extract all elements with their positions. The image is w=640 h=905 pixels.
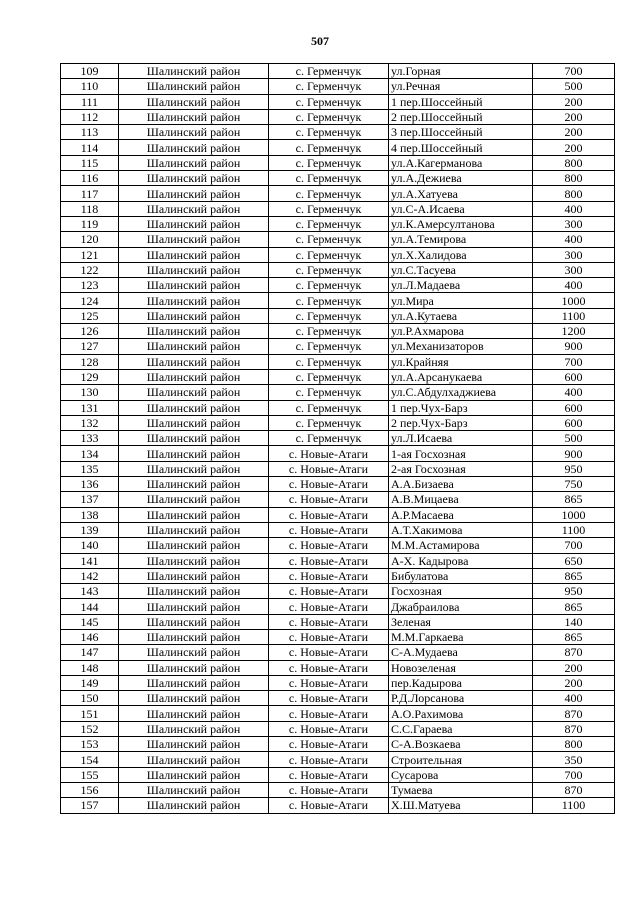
village-cell: с. Новые-Атаги	[269, 477, 389, 492]
row-number-cell: 157	[61, 798, 119, 813]
length-cell: 870	[533, 721, 615, 736]
table-row	[61, 140, 615, 155]
length-cell: 700	[533, 767, 615, 782]
street-cell: ул.Х.Халидова	[389, 247, 533, 262]
village-cell: с. Новые-Атаги	[269, 568, 389, 583]
table-row	[61, 64, 615, 79]
street-cell: ул.С-А.Исаева	[389, 201, 533, 216]
district-cell: Шалинский район	[119, 109, 269, 124]
roads-table-container	[60, 63, 615, 814]
length-cell: 800	[533, 737, 615, 752]
table-row	[61, 186, 615, 201]
village-cell: с. Новые-Атаги	[269, 798, 389, 813]
table-row	[61, 446, 615, 461]
village-cell: с. Новые-Атаги	[269, 782, 389, 797]
length-cell: 400	[533, 232, 615, 247]
village-cell: с. Герменчук	[269, 400, 389, 415]
district-cell: Шалинский район	[119, 171, 269, 186]
village-cell: с. Герменчук	[269, 186, 389, 201]
row-number-cell: 137	[61, 492, 119, 507]
table-row	[61, 691, 615, 706]
street-cell: 1 пер.Чух-Барз	[389, 400, 533, 415]
village-cell: с. Новые-Атаги	[269, 553, 389, 568]
street-cell: Сусарова	[389, 767, 533, 782]
village-cell: с. Герменчук	[269, 415, 389, 430]
length-cell: 1000	[533, 293, 615, 308]
length-cell: 200	[533, 675, 615, 690]
district-cell: Шалинский район	[119, 614, 269, 629]
district-cell: Шалинский район	[119, 782, 269, 797]
table-row	[61, 262, 615, 277]
row-number-cell: 125	[61, 308, 119, 323]
village-cell: с. Новые-Атаги	[269, 446, 389, 461]
table-row	[61, 737, 615, 752]
street-cell: 2 пер.Чух-Барз	[389, 415, 533, 430]
length-cell: 650	[533, 553, 615, 568]
row-number-cell: 142	[61, 568, 119, 583]
table-row	[61, 354, 615, 369]
street-cell: Новозеленая	[389, 660, 533, 675]
street-cell: ул.А.Дежиева	[389, 171, 533, 186]
row-number-cell: 122	[61, 262, 119, 277]
length-cell: 200	[533, 125, 615, 140]
table-row	[61, 308, 615, 323]
village-cell: с. Герменчук	[269, 308, 389, 323]
village-cell: с. Герменчук	[269, 140, 389, 155]
district-cell: Шалинский район	[119, 308, 269, 323]
table-row	[61, 339, 615, 354]
street-cell: 1-ая Госхозная	[389, 446, 533, 461]
length-cell: 700	[533, 64, 615, 79]
district-cell: Шалинский район	[119, 94, 269, 109]
row-number-cell: 151	[61, 706, 119, 721]
table-row	[61, 538, 615, 553]
table-row	[61, 599, 615, 614]
length-cell: 350	[533, 752, 615, 767]
district-cell: Шалинский район	[119, 278, 269, 293]
district-cell: Шалинский район	[119, 691, 269, 706]
village-cell: с. Герменчук	[269, 262, 389, 277]
row-number-cell: 112	[61, 109, 119, 124]
row-number-cell: 123	[61, 278, 119, 293]
length-cell: 300	[533, 262, 615, 277]
village-cell: с. Новые-Атаги	[269, 629, 389, 644]
district-cell: Шалинский район	[119, 446, 269, 461]
table-row	[61, 752, 615, 767]
row-number-cell: 132	[61, 415, 119, 430]
length-cell: 600	[533, 369, 615, 384]
village-cell: с. Герменчук	[269, 201, 389, 216]
street-cell: ул.А.Арсанукаева	[389, 369, 533, 384]
length-cell: 865	[533, 492, 615, 507]
table-row	[61, 507, 615, 522]
street-cell: А.В.Мицаева	[389, 492, 533, 507]
district-cell: Шалинский район	[119, 262, 269, 277]
length-cell: 500	[533, 431, 615, 446]
table-row	[61, 553, 615, 568]
length-cell: 800	[533, 186, 615, 201]
district-cell: Шалинский район	[119, 369, 269, 384]
length-cell: 865	[533, 629, 615, 644]
row-number-cell: 135	[61, 461, 119, 476]
district-cell: Шалинский район	[119, 216, 269, 231]
district-cell: Шалинский район	[119, 767, 269, 782]
row-number-cell: 146	[61, 629, 119, 644]
table-row	[61, 79, 615, 94]
village-cell: с. Герменчук	[269, 324, 389, 339]
street-cell: А.О.Рахимова	[389, 706, 533, 721]
street-cell: А.А.Бизаева	[389, 477, 533, 492]
street-cell: М.М.Астамирова	[389, 538, 533, 553]
table-row	[61, 782, 615, 797]
village-cell: с. Новые-Атаги	[269, 584, 389, 599]
village-cell: с. Новые-Атаги	[269, 492, 389, 507]
street-cell: ул.К.Амерсултанова	[389, 216, 533, 231]
village-cell: с. Герменчук	[269, 79, 389, 94]
village-cell: с. Новые-Атаги	[269, 660, 389, 675]
row-number-cell: 115	[61, 155, 119, 170]
table-row	[61, 629, 615, 644]
street-cell: 2 пер.Шоссейный	[389, 109, 533, 124]
district-cell: Шалинский район	[119, 507, 269, 522]
table-row	[61, 522, 615, 537]
district-cell: Шалинский район	[119, 660, 269, 675]
village-cell: с. Новые-Атаги	[269, 614, 389, 629]
row-number-cell: 148	[61, 660, 119, 675]
row-number-cell: 130	[61, 385, 119, 400]
length-cell: 200	[533, 109, 615, 124]
row-number-cell: 114	[61, 140, 119, 155]
length-cell: 800	[533, 171, 615, 186]
row-number-cell: 155	[61, 767, 119, 782]
row-number-cell: 131	[61, 400, 119, 415]
length-cell: 200	[533, 94, 615, 109]
street-cell: ул.А.Темирова	[389, 232, 533, 247]
street-cell: ул.Мира	[389, 293, 533, 308]
roads-table-body	[61, 64, 615, 814]
village-cell: с. Новые-Атаги	[269, 767, 389, 782]
length-cell: 865	[533, 599, 615, 614]
street-cell: ул.А.Кагерманова	[389, 155, 533, 170]
district-cell: Шалинский район	[119, 415, 269, 430]
row-number-cell: 129	[61, 369, 119, 384]
length-cell: 700	[533, 538, 615, 553]
village-cell: с. Герменчук	[269, 354, 389, 369]
village-cell: с. Герменчук	[269, 385, 389, 400]
district-cell: Шалинский район	[119, 125, 269, 140]
village-cell: с. Новые-Атаги	[269, 706, 389, 721]
table-row	[61, 614, 615, 629]
row-number-cell: 134	[61, 446, 119, 461]
district-cell: Шалинский район	[119, 538, 269, 553]
table-row	[61, 155, 615, 170]
street-cell: ул.Р.Ахмарова	[389, 324, 533, 339]
village-cell: с. Герменчук	[269, 125, 389, 140]
length-cell: 400	[533, 201, 615, 216]
row-number-cell: 140	[61, 538, 119, 553]
street-cell: ул.А.Хатуева	[389, 186, 533, 201]
row-number-cell: 149	[61, 675, 119, 690]
district-cell: Шалинский район	[119, 354, 269, 369]
district-cell: Шалинский район	[119, 64, 269, 79]
table-row	[61, 660, 615, 675]
street-cell: ул.Крайняя	[389, 354, 533, 369]
district-cell: Шалинский район	[119, 140, 269, 155]
district-cell: Шалинский район	[119, 431, 269, 446]
table-row	[61, 232, 615, 247]
street-cell: А.Т.Хакимова	[389, 522, 533, 537]
row-number-cell: 133	[61, 431, 119, 446]
row-number-cell: 126	[61, 324, 119, 339]
length-cell: 900	[533, 446, 615, 461]
length-cell: 140	[533, 614, 615, 629]
table-row	[61, 293, 615, 308]
district-cell: Шалинский район	[119, 79, 269, 94]
table-row	[61, 492, 615, 507]
table-row	[61, 247, 615, 262]
row-number-cell: 141	[61, 553, 119, 568]
street-cell: ул.А.Кутаева	[389, 308, 533, 323]
village-cell: с. Новые-Атаги	[269, 721, 389, 736]
district-cell: Шалинский район	[119, 798, 269, 813]
street-cell: А-Х. Кадырова	[389, 553, 533, 568]
length-cell: 400	[533, 691, 615, 706]
district-cell: Шалинский район	[119, 339, 269, 354]
length-cell: 500	[533, 79, 615, 94]
district-cell: Шалинский район	[119, 721, 269, 736]
street-cell: Р.Д.Лорсанова	[389, 691, 533, 706]
street-cell: 4 пер.Шоссейный	[389, 140, 533, 155]
length-cell: 865	[533, 568, 615, 583]
table-row	[61, 568, 615, 583]
row-number-cell: 145	[61, 614, 119, 629]
length-cell: 300	[533, 216, 615, 231]
district-cell: Шалинский район	[119, 186, 269, 201]
village-cell: с. Герменчук	[269, 339, 389, 354]
village-cell: с. Новые-Атаги	[269, 507, 389, 522]
district-cell: Шалинский район	[119, 155, 269, 170]
table-row	[61, 721, 615, 736]
table-row	[61, 706, 615, 721]
street-cell: С-А.Мудаева	[389, 645, 533, 660]
street-cell: ул.С.Тасуева	[389, 262, 533, 277]
row-number-cell: 124	[61, 293, 119, 308]
row-number-cell: 150	[61, 691, 119, 706]
street-cell: ул.Механизаторов	[389, 339, 533, 354]
length-cell: 400	[533, 385, 615, 400]
street-cell: М.М.Гаркаева	[389, 629, 533, 644]
street-cell: С-А.Возкаева	[389, 737, 533, 752]
table-row	[61, 415, 615, 430]
district-cell: Шалинский район	[119, 752, 269, 767]
row-number-cell: 121	[61, 247, 119, 262]
length-cell: 400	[533, 278, 615, 293]
village-cell: с. Новые-Атаги	[269, 645, 389, 660]
table-row	[61, 125, 615, 140]
district-cell: Шалинский район	[119, 568, 269, 583]
district-cell: Шалинский район	[119, 599, 269, 614]
village-cell: с. Герменчук	[269, 171, 389, 186]
street-cell: Госхозная	[389, 584, 533, 599]
village-cell: с. Герменчук	[269, 109, 389, 124]
street-cell: Зеленая	[389, 614, 533, 629]
length-cell: 1100	[533, 798, 615, 813]
district-cell: Шалинский район	[119, 629, 269, 644]
village-cell: с. Герменчук	[269, 64, 389, 79]
street-cell: ул.Горная	[389, 64, 533, 79]
table-row	[61, 477, 615, 492]
length-cell: 600	[533, 415, 615, 430]
village-cell: с. Новые-Атаги	[269, 737, 389, 752]
roads-table	[60, 63, 615, 814]
length-cell: 200	[533, 660, 615, 675]
table-row	[61, 94, 615, 109]
length-cell: 800	[533, 155, 615, 170]
row-number-cell: 111	[61, 94, 119, 109]
district-cell: Шалинский район	[119, 675, 269, 690]
length-cell: 750	[533, 477, 615, 492]
street-cell: Тумаева	[389, 782, 533, 797]
length-cell: 700	[533, 354, 615, 369]
row-number-cell: 110	[61, 79, 119, 94]
row-number-cell: 136	[61, 477, 119, 492]
district-cell: Шалинский район	[119, 247, 269, 262]
district-cell: Шалинский район	[119, 461, 269, 476]
page-number: 507	[311, 34, 329, 48]
district-cell: Шалинский район	[119, 553, 269, 568]
row-number-cell: 120	[61, 232, 119, 247]
table-row	[61, 324, 615, 339]
row-number-cell: 154	[61, 752, 119, 767]
length-cell: 900	[533, 339, 615, 354]
row-number-cell: 138	[61, 507, 119, 522]
district-cell: Шалинский район	[119, 522, 269, 537]
street-cell: Бибулатова	[389, 568, 533, 583]
village-cell: с. Новые-Атаги	[269, 675, 389, 690]
street-cell: ул.Речная	[389, 79, 533, 94]
row-number-cell: 153	[61, 737, 119, 752]
village-cell: с. Герменчук	[269, 94, 389, 109]
district-cell: Шалинский район	[119, 232, 269, 247]
village-cell: с. Герменчук	[269, 369, 389, 384]
table-row	[61, 461, 615, 476]
table-row	[61, 385, 615, 400]
district-cell: Шалинский район	[119, 706, 269, 721]
length-cell: 1100	[533, 522, 615, 537]
table-row	[61, 216, 615, 231]
district-cell: Шалинский район	[119, 645, 269, 660]
row-number-cell: 113	[61, 125, 119, 140]
row-number-cell: 152	[61, 721, 119, 736]
street-cell: ул.С.Абдулхаджиева	[389, 385, 533, 400]
street-cell: Джабраилова	[389, 599, 533, 614]
district-cell: Шалинский район	[119, 584, 269, 599]
row-number-cell: 147	[61, 645, 119, 660]
district-cell: Шалинский район	[119, 400, 269, 415]
table-row	[61, 400, 615, 415]
village-cell: с. Герменчук	[269, 431, 389, 446]
table-row	[61, 675, 615, 690]
length-cell: 1200	[533, 324, 615, 339]
street-cell: А.Р.Масаева	[389, 507, 533, 522]
district-cell: Шалинский район	[119, 737, 269, 752]
table-row	[61, 201, 615, 216]
village-cell: с. Герменчук	[269, 278, 389, 293]
village-cell: с. Новые-Атаги	[269, 538, 389, 553]
district-cell: Шалинский район	[119, 477, 269, 492]
street-cell: ул.Л.Исаева	[389, 431, 533, 446]
district-cell: Шалинский район	[119, 385, 269, 400]
length-cell: 300	[533, 247, 615, 262]
row-number-cell: 109	[61, 64, 119, 79]
length-cell: 870	[533, 645, 615, 660]
row-number-cell: 119	[61, 216, 119, 231]
district-cell: Шалинский район	[119, 201, 269, 216]
length-cell: 1000	[533, 507, 615, 522]
row-number-cell: 143	[61, 584, 119, 599]
length-cell: 200	[533, 140, 615, 155]
row-number-cell: 128	[61, 354, 119, 369]
street-cell: 1 пер.Шоссейный	[389, 94, 533, 109]
street-cell: пер.Кадырова	[389, 675, 533, 690]
street-cell: 2-ая Госхозная	[389, 461, 533, 476]
length-cell: 600	[533, 400, 615, 415]
street-cell: ул.Л.Мадаева	[389, 278, 533, 293]
district-cell: Шалинский район	[119, 293, 269, 308]
village-cell: с. Герменчук	[269, 247, 389, 262]
row-number-cell: 144	[61, 599, 119, 614]
row-number-cell: 116	[61, 171, 119, 186]
length-cell: 950	[533, 584, 615, 599]
row-number-cell: 117	[61, 186, 119, 201]
table-row	[61, 109, 615, 124]
village-cell: с. Герменчук	[269, 232, 389, 247]
village-cell: с. Новые-Атаги	[269, 461, 389, 476]
village-cell: с. Герменчук	[269, 293, 389, 308]
street-cell: С.С.Гараева	[389, 721, 533, 736]
length-cell: 950	[533, 461, 615, 476]
length-cell: 870	[533, 782, 615, 797]
village-cell: с. Новые-Атаги	[269, 691, 389, 706]
district-cell: Шалинский район	[119, 324, 269, 339]
table-row	[61, 584, 615, 599]
street-cell: 3 пер.Шоссейный	[389, 125, 533, 140]
table-row	[61, 278, 615, 293]
row-number-cell: 118	[61, 201, 119, 216]
street-cell: Х.Ш.Матуева	[389, 798, 533, 813]
row-number-cell: 127	[61, 339, 119, 354]
row-number-cell: 139	[61, 522, 119, 537]
village-cell: с. Новые-Атаги	[269, 752, 389, 767]
village-cell: с. Новые-Атаги	[269, 599, 389, 614]
table-row	[61, 431, 615, 446]
village-cell: с. Новые-Атаги	[269, 522, 389, 537]
village-cell: с. Герменчук	[269, 216, 389, 231]
village-cell: с. Герменчук	[269, 155, 389, 170]
table-row	[61, 645, 615, 660]
table-row	[61, 798, 615, 813]
length-cell: 870	[533, 706, 615, 721]
table-row	[61, 171, 615, 186]
row-number-cell: 156	[61, 782, 119, 797]
length-cell: 1100	[533, 308, 615, 323]
district-cell: Шалинский район	[119, 492, 269, 507]
table-row	[61, 767, 615, 782]
table-row	[61, 369, 615, 384]
street-cell: Строительная	[389, 752, 533, 767]
